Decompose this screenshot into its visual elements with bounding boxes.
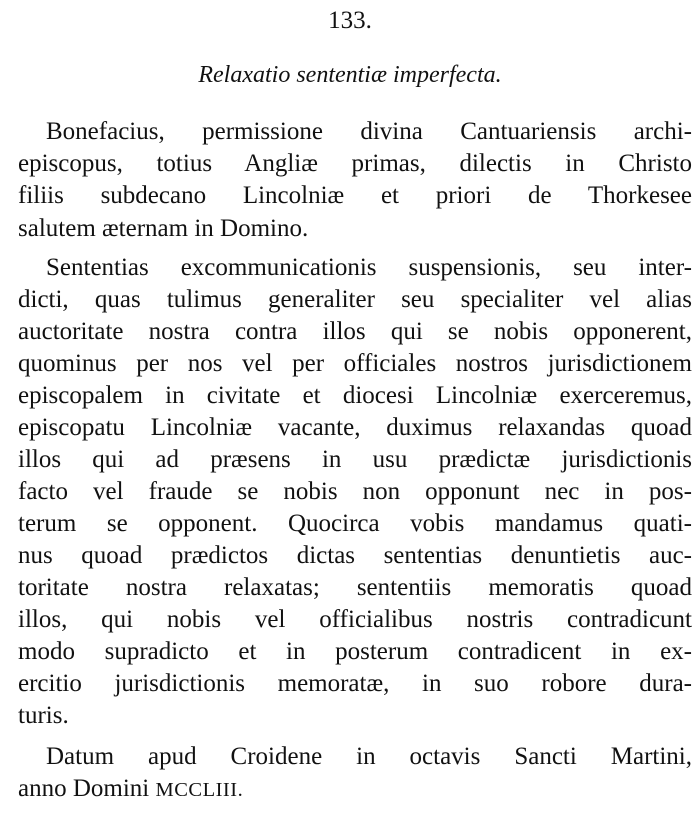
line-text: illos, qui nobis vel officialibus nostris contradicunt: [18, 606, 692, 633]
line-text: episcopalem in civitate et diocesi Lincolniæ exerceremus,: [18, 382, 692, 409]
line-text: dicti, quas tulimus generaliter seu specialiter vel alias: [18, 286, 692, 313]
text-line: [18, 348, 692, 380]
line-text: episcopatu Lincolniæ vacante, duximus relaxandas quoad: [18, 414, 692, 441]
line-text: nus quoad prædictos dictas sententias denuntietis auc-: [18, 542, 692, 569]
text-line: [46, 741, 692, 773]
line-text: auctoritate nostra contra illos qui se nobis opponerent,: [18, 318, 692, 345]
text-line: [18, 380, 692, 412]
text-line: [18, 773, 243, 806]
line-text: facto vel fraude se nobis non opponunt nec in pos-: [18, 478, 692, 505]
text-line: [46, 116, 692, 148]
text-line: [18, 316, 692, 348]
line-text: episcopus, totius Angliæ primas, dilectis in Christo: [18, 150, 692, 177]
line-text: modo supradicto et in posterum contradicent in ex-: [18, 638, 692, 665]
line-text: illos qui ad præsens in usu prædictæ jurisdictionis: [18, 446, 692, 473]
text-line: [46, 252, 692, 284]
text-line: [18, 476, 692, 508]
text-line: [18, 572, 692, 604]
line-text: turis.: [18, 702, 69, 729]
line-text: toritate nostra relaxatas; sententiis memoratis quoad: [18, 574, 692, 601]
text-line: [18, 508, 692, 540]
line-text: Datum apud Croidene in octavis Sancti Martini,: [46, 743, 692, 770]
line-text: quominus per nos vel per officiales nostros jurisdictionem: [18, 350, 692, 377]
line-text: Sententias excommunicationis suspensionis, seu inter-: [46, 254, 692, 281]
line-text: filiis subdecano Lincolniæ et priori de Thorkesee: [18, 182, 692, 209]
text-line: [18, 284, 692, 316]
page-number: 133.: [328, 7, 372, 34]
text-line: [18, 213, 308, 245]
text-line: [18, 540, 692, 572]
text-line: [18, 668, 692, 700]
text-line: [18, 700, 69, 732]
text-line: [18, 148, 692, 180]
line-text: salutem æternam in Domino.: [18, 215, 309, 242]
document-title: Relaxatio sententiæ imperfecta.: [198, 62, 502, 88]
line-text: ercitio jurisdictionis memoratæ, in suo robore dura-: [18, 670, 692, 697]
text-line: [18, 444, 692, 476]
text-line: [18, 604, 692, 636]
text-line: [18, 412, 692, 444]
text-line: [18, 180, 692, 212]
line-text: terum se opponent. Quocirca vobis mandamus quati-: [18, 510, 692, 537]
line-text: anno Domini: [18, 775, 156, 802]
year-small-caps: MCCLIII.: [155, 779, 244, 801]
text-line: [18, 636, 692, 668]
line-text: Bonefacius, permissione divina Cantuariensis archi-: [46, 118, 692, 145]
